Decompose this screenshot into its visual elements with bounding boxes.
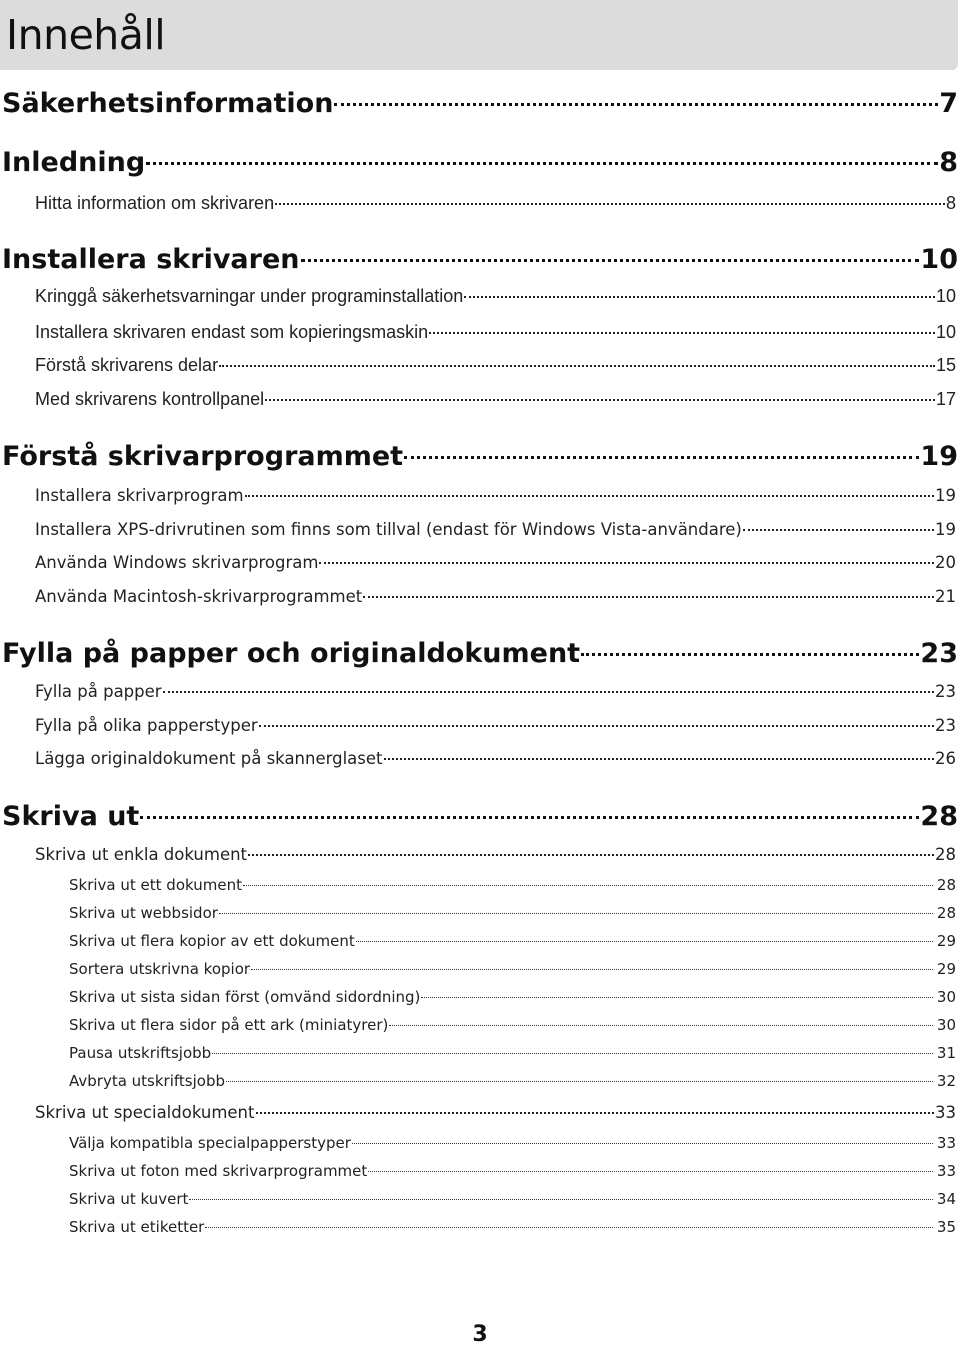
dot-leader — [219, 913, 933, 914]
toc-entry-page: 33 — [935, 1103, 956, 1122]
dot-leader — [251, 969, 933, 970]
toc-subsection[interactable] — [69, 932, 956, 950]
toc-entry-page: 28 — [936, 904, 956, 922]
dot-leader — [219, 365, 935, 367]
toc-section[interactable] — [35, 286, 956, 307]
toc-entry-label: Skriva ut specialdokument — [35, 1103, 255, 1122]
toc-entry-label: Installera skrivarprogram — [35, 486, 244, 505]
toc-entry-page: 26 — [935, 749, 956, 768]
toc-entry-label: Förstå skrivarens delar — [35, 355, 219, 375]
toc-entry-label: Skriva ut — [2, 801, 140, 832]
toc-entry-page: 10 — [935, 322, 956, 342]
toc-entry-page: 15 — [935, 355, 956, 375]
dot-leader — [384, 758, 935, 760]
toc-subsection[interactable] — [69, 904, 956, 922]
toc-chapter[interactable] — [2, 638, 958, 669]
toc-entry-page: 30 — [936, 988, 956, 1006]
toc-entry-label: Skriva ut flera sidor på ett ark (miniatyrer) — [69, 1016, 389, 1034]
page-number: 3 — [472, 1322, 488, 1347]
toc-chapter[interactable] — [2, 441, 958, 472]
toc-section[interactable] — [35, 355, 956, 376]
toc-entry-label: Förstå skrivarprogrammet — [2, 441, 404, 472]
toc-entry-page: 33 — [936, 1162, 956, 1180]
toc-entry-label: Kringgå säkerhetsvarningar under programinstallation — [35, 286, 464, 306]
toc-subsection[interactable] — [69, 1134, 956, 1152]
dot-leader — [352, 1143, 933, 1144]
toc-entry-label: Fylla på papper och originaldokument — [2, 638, 581, 669]
dot-leader — [389, 1025, 933, 1026]
dot-leader — [259, 725, 934, 727]
toc-subsection[interactable] — [69, 1162, 956, 1180]
dot-leader — [212, 1053, 933, 1054]
toc-entry-label: Sortera utskrivna kopior — [69, 960, 251, 978]
dot-leader — [301, 259, 920, 262]
toc-entry-page: 23 — [920, 638, 958, 669]
toc-subsection[interactable] — [69, 1218, 956, 1236]
toc-entry-label: Installera skrivaren endast som kopieringsmaskin — [35, 322, 429, 342]
toc-section[interactable] — [35, 716, 956, 735]
toc-entry-label: Fylla på papper — [35, 682, 162, 701]
dot-leader — [581, 653, 919, 656]
toc-entry-label: Skriva ut ett dokument — [69, 876, 242, 894]
toc-entry-page: 30 — [936, 1016, 956, 1034]
toc-chapter[interactable] — [2, 801, 958, 832]
toc-entry-label: Skriva ut webbsidor — [69, 904, 218, 922]
dot-leader — [404, 456, 919, 459]
toc-entry-page: 19 — [920, 441, 958, 472]
toc-subsection[interactable] — [69, 1072, 956, 1090]
toc-entry-page: 17 — [935, 389, 956, 409]
dot-leader — [146, 162, 938, 165]
toc-entry-page: 19 — [935, 520, 956, 539]
toc-entry-page: 33 — [936, 1134, 956, 1152]
toc-entry-label: Skriva ut flera kopior av ett dokument — [69, 932, 355, 950]
toc-entry-page: 28 — [935, 845, 956, 864]
toc-entry-label: Installera skrivaren — [2, 244, 300, 275]
toc-subsection[interactable] — [69, 960, 956, 978]
toc-entry-page: 28 — [936, 876, 956, 894]
toc-entry-page: 29 — [936, 960, 956, 978]
toc-entry-page: 31 — [936, 1044, 956, 1062]
toc-section[interactable] — [35, 682, 956, 701]
dot-leader — [243, 885, 933, 886]
dot-leader — [429, 332, 935, 334]
toc-entry-label: Skriva ut etiketter — [69, 1218, 205, 1236]
dot-leader — [368, 1171, 933, 1172]
toc-entry-page: 21 — [935, 587, 956, 606]
toc-entry-label: Inledning — [2, 147, 146, 178]
toc-section[interactable] — [35, 553, 956, 572]
toc-entry-page: 23 — [935, 716, 956, 735]
dot-leader — [743, 529, 934, 531]
dot-leader — [163, 691, 934, 693]
toc-subsection[interactable] — [69, 1044, 956, 1062]
toc-entry-label: Installera XPS-drivrutinen som finns som tillval (endast för Windows Vista-användare) — [35, 520, 742, 539]
toc-entry-label: Skriva ut enkla dokument — [35, 845, 248, 864]
dot-leader — [464, 296, 935, 298]
toc-entry-label: Hitta information om skrivaren — [35, 193, 275, 213]
dot-leader — [363, 596, 934, 598]
toc-subsection[interactable] — [69, 1190, 956, 1208]
dot-leader — [248, 854, 934, 856]
toc-entry-label: Välja kompatibla specialpapperstyper — [69, 1134, 351, 1152]
toc-entry-page: 32 — [936, 1072, 956, 1090]
toc-entry-page: 35 — [936, 1218, 956, 1236]
dot-leader — [334, 103, 938, 106]
toc-entry-label: Använda Windows skrivarprogram — [35, 553, 319, 572]
toc-entry-page: 10 — [920, 244, 958, 275]
toc-section[interactable] — [35, 587, 956, 606]
toc-entry-label: Lägga originaldokument på skannerglaset — [35, 749, 383, 768]
toc-entry-page: 28 — [920, 801, 958, 832]
toc-entry-page: 20 — [935, 553, 956, 572]
toc-entry-page: 29 — [936, 932, 956, 950]
toc-entry-label: Skriva ut sista sidan först (omvänd sidordning) — [69, 988, 421, 1006]
toc-subsection[interactable] — [69, 1016, 956, 1034]
dot-leader — [205, 1227, 933, 1228]
toc-chapter[interactable] — [2, 88, 958, 119]
dot-leader — [319, 562, 934, 564]
toc-section[interactable] — [35, 749, 956, 768]
dot-leader — [275, 203, 945, 205]
toc-section[interactable] — [35, 389, 956, 410]
toc-section[interactable] — [35, 322, 956, 343]
toc-entry-page: 7 — [939, 88, 958, 119]
toc-entry-label: Med skrivarens kontrollpanel — [35, 389, 265, 409]
toc-entry-label: Säkerhetsinformation — [2, 88, 334, 119]
dot-leader — [226, 1081, 933, 1082]
toc-subsection[interactable] — [69, 876, 956, 894]
toc-section[interactable] — [35, 845, 956, 864]
toc-entry-label: Skriva ut kuvert — [69, 1190, 189, 1208]
dot-leader — [140, 816, 919, 819]
dot-leader — [245, 495, 934, 497]
page-title: Innehåll — [6, 11, 166, 59]
toc-entry-page: 10 — [935, 286, 956, 306]
toc-entry-label: Avbryta utskriftsjobb — [69, 1072, 225, 1090]
toc-entry-label: Använda Macintosh-skrivarprogrammet — [35, 587, 363, 606]
toc-section[interactable] — [35, 520, 956, 539]
toc-entry-page: 23 — [935, 682, 956, 701]
toc-entry-label: Pausa utskriftsjobb — [69, 1044, 212, 1062]
dot-leader — [356, 941, 933, 942]
toc-entry-page: 19 — [935, 486, 956, 505]
dot-leader — [421, 997, 933, 998]
toc-section[interactable] — [35, 486, 956, 505]
dot-leader — [256, 1112, 935, 1114]
dot-leader — [189, 1199, 932, 1200]
toc-entry-label: Fylla på olika papperstyper — [35, 716, 258, 735]
toc-entry-page: 34 — [936, 1190, 956, 1208]
toc-chapter[interactable] — [2, 244, 958, 275]
toc-chapter[interactable] — [2, 147, 958, 178]
dot-leader — [265, 399, 935, 401]
toc-subsection[interactable] — [69, 988, 956, 1006]
toc-entry-label: Skriva ut foton med skrivarprogrammet — [69, 1162, 368, 1180]
toc-entry-page: 8 — [945, 193, 956, 213]
title-bar — [0, 0, 958, 70]
toc-section[interactable] — [35, 193, 956, 214]
toc-section[interactable] — [35, 1103, 956, 1122]
toc-entry-page: 8 — [939, 147, 958, 178]
